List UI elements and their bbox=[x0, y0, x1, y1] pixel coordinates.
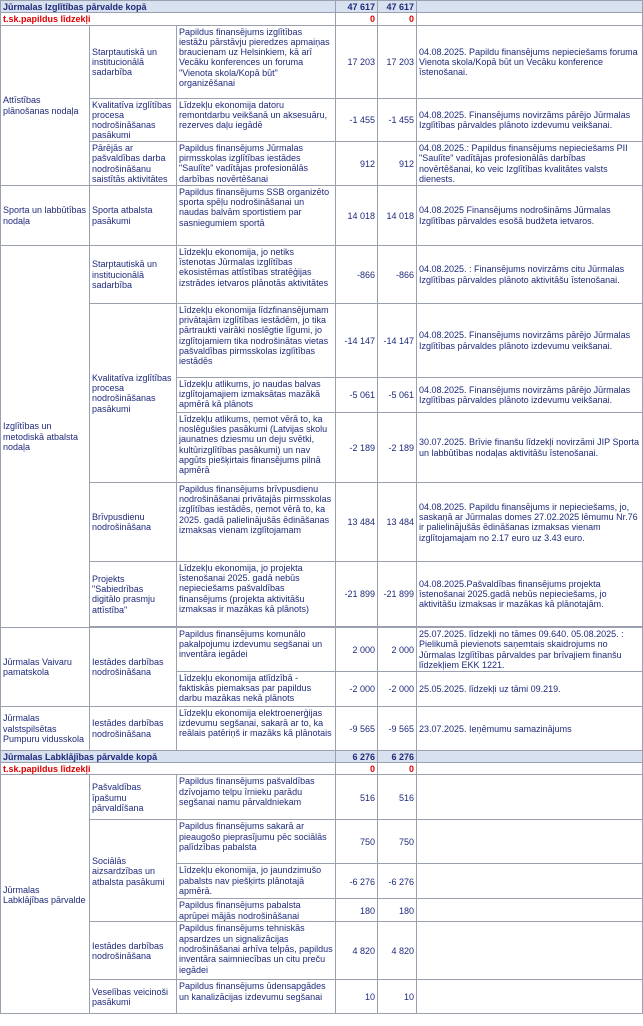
table-row bbox=[1, 185, 643, 245]
amount-cell: -14 147 bbox=[336, 303, 378, 377]
description-cell: Līdzekļu ekonomija līdzfinansējumam privātajām izglītības iestādēm, jo tika pārtraukti vairāki noslēgtie līgumi, jo izglītojamiem tika nodrošinātas vietas pašvaldības pirmsskolas izglītības iestādēs bbox=[177, 303, 336, 377]
program-cell: Pārējās ar pašvaldības darba nodrošināšanu saistītās aktivitātes bbox=[90, 141, 177, 185]
table-row bbox=[1, 706, 643, 750]
description-cell: Līdzekļu atlikums, ņemot vērā to, ka noslēgušies pasākumi (Latvijas skolu jaunatnes dziesmu un deju svētki, kultūrizglītības pasākumi) un nav apgūts piešķirtais finansējums pilnā apmērā bbox=[177, 412, 336, 482]
amount-cell: -2 000 bbox=[336, 671, 378, 706]
amount-cell: -1 455 bbox=[378, 98, 417, 141]
table-row bbox=[1, 627, 643, 671]
note-cell bbox=[417, 864, 643, 899]
description-cell: Līdzekļu ekonomija, jo projekta īstenošanai 2025. gadā nebūs nepieciešams pašvaldības finansējums (projekta aktivitāšu izmaksas ir mazākas kā plānots) bbox=[177, 561, 336, 626]
note-cell bbox=[417, 980, 643, 1014]
amount-cell: 17 203 bbox=[336, 25, 378, 98]
section-name: Jūrmalas Labklājības pārvalde bbox=[1, 775, 90, 1014]
description-cell: Papildus finansējums sakarā ar pieaugošo pieprasījumu pēc sociālās palīdzības pabalsta bbox=[177, 820, 336, 864]
program-cell: Iestādes darbības nodrošināšana bbox=[90, 922, 177, 980]
table-row bbox=[1, 980, 643, 1014]
program-cell: Pašvaldības īpašumu pārvaldīšana bbox=[90, 775, 177, 820]
amount-cell: -14 147 bbox=[378, 303, 417, 377]
section-name: Izglītības un metodiskā atbalsta nodaļa bbox=[1, 245, 90, 627]
program-cell: Iestādes darbības nodrošināšana bbox=[90, 706, 177, 750]
note-cell: 04.08.2025.: Papildus finansējums nepieciešams PII "Saulīte" vadītājas profesionālās darbības novērtēšanai, ko veic Izglītības kvalitātes valsts dienests. bbox=[417, 141, 643, 185]
group-total-value-1: 6 276 bbox=[336, 750, 378, 762]
program-cell: Veselības veicinoši pasākumi bbox=[90, 980, 177, 1014]
note-cell: 04.08.2025. Finansējums novirzāms pārējo Jūrmalas Izglītības pārvaldes plānoto izdevumu veikšanai. bbox=[417, 98, 643, 141]
section-name: Jūrmalas valstspilsētas Pumpuru vidusskola bbox=[1, 706, 90, 750]
group-total-value-1: 47 617 bbox=[336, 1, 378, 13]
group-extra-funds-label: t.sk.papildus līdzekļi bbox=[1, 13, 336, 25]
note-cell: 04.08.2025. Finansējums novirzāms pārējo Jūrmalas Izglītības pārvaldes plānoto izdevumu veikšanai. bbox=[417, 377, 643, 412]
amount-cell: -2 189 bbox=[378, 412, 417, 482]
amount-cell: -21 899 bbox=[378, 561, 417, 626]
amount-cell: -866 bbox=[378, 245, 417, 303]
table-row bbox=[1, 245, 643, 303]
amount-cell: -2 000 bbox=[378, 671, 417, 706]
table-row bbox=[1, 775, 643, 820]
description-cell: Līdzekļu ekonomija atlīdzībā - faktiskās piemaksas par papildus darbu mazākas nekā plānots bbox=[177, 671, 336, 706]
program-cell: Kvalitatīva izglītības procesa nodrošināšanas pasākumi bbox=[90, 98, 177, 141]
note-cell: 04.08.2025. Papildu finansējums nepieciešams foruma Vienota skola/Kopā būt un Vecāku konference īstenošanai. bbox=[417, 25, 643, 98]
note-cell: 25.07.2025. līdzekļi no tāmes 09.640. 05.08.2025. : Pielikumā pievienots saņemtais skaidrojums no Jūrmalas Izglītības pārvaldes par brīvajiem finanšu līdzekļiem EKK 1221. bbox=[417, 627, 643, 671]
description-cell: Līdzekļu atlikums, jo naudas balvas izglītojamajiem izmaksātas mazākā apmērā kā plānots bbox=[177, 377, 336, 412]
section-name: Jūrmalas Vaivaru pamatskola bbox=[1, 627, 90, 706]
amount-cell: 516 bbox=[336, 775, 378, 820]
note-cell bbox=[417, 899, 643, 922]
description-cell: Papildus finansējums Jūrmalas pirmsskolas izglītības iestādes "Saulīte" vadītājas profesionālās darbības novērtēšanai bbox=[177, 141, 336, 185]
amount-cell: 912 bbox=[336, 141, 378, 185]
amount-cell: -5 061 bbox=[378, 377, 417, 412]
program-cell: Brīvpusdienu nodrošināšana bbox=[90, 482, 177, 561]
note-cell: 04.08.2025.Pašvaldības finansējums projekta īstenošanai 2025.gadā nebūs nepieciešams, jo aktivitāšu izmaksas ir mazākas kā plānotajām. bbox=[417, 561, 643, 626]
note-cell: 25.05.2025. līdzekļi uz tāmi 09.219. bbox=[417, 671, 643, 706]
amount-cell: -21 899 bbox=[336, 561, 378, 626]
group-extra-funds-row bbox=[1, 13, 643, 25]
amount-cell: 180 bbox=[336, 899, 378, 922]
table-row bbox=[1, 561, 643, 626]
program-cell: Projekts "Sabiedrības digitālo prasmju attīstība" bbox=[90, 561, 177, 626]
description-cell: Papildus finansējums komunālo pakalpojumu izdevumu segšanai un inventāra iegādei bbox=[177, 627, 336, 671]
description-cell: Papildus finansējums izglītības iestāžu pārstāvju pieredzes apmaiņas braucienam uz Helsinkiem, kā arī Vecāku konferences un foruma "Vienota skola/Kopā būt" organizēšanai bbox=[177, 25, 336, 98]
group-extra-funds-value-1: 0 bbox=[336, 13, 378, 25]
description-cell: Papildus finansējums SSB organizēto sporta spēļu nodrošināšanai un naudas balvām sportistiem par sasniegumiem sportā bbox=[177, 185, 336, 245]
amount-cell: -866 bbox=[336, 245, 378, 303]
table-row bbox=[1, 98, 643, 141]
program-cell: Starptautiskā un institucionālā sadarbība bbox=[90, 25, 177, 98]
amount-cell: -5 061 bbox=[336, 377, 378, 412]
group-extra-funds-value-1: 0 bbox=[336, 763, 378, 775]
amount-cell: 2 000 bbox=[378, 627, 417, 671]
table-row bbox=[1, 482, 643, 561]
description-cell: Līdzekļu ekonomija elektroenerģijas izdevumu segšanai, sakarā ar to, ka reālais patēriņš ir mazāks kā plānotais bbox=[177, 706, 336, 750]
amount-cell: 2 000 bbox=[336, 627, 378, 671]
note-cell: 04.08.2025. : Finansējums novirzāms citu Jūrmalas Izglītības pārvaldes plānoto aktivitāšu īstenošanai. bbox=[417, 245, 643, 303]
amount-cell: -2 189 bbox=[336, 412, 378, 482]
description-cell: Līdzekļu ekonomija, jo netiks īstenotas Jūrmalas izglītības ekosistēmas attīstības stratēģijas izstrādes ietvaros plānotās aktivitātes bbox=[177, 245, 336, 303]
group-extra-funds-value-2: 0 bbox=[378, 13, 417, 25]
amount-cell: -1 455 bbox=[336, 98, 378, 141]
note-cell bbox=[417, 775, 643, 820]
amount-cell: 14 018 bbox=[378, 185, 417, 245]
amount-cell: 10 bbox=[336, 980, 378, 1014]
table-row bbox=[1, 922, 643, 980]
table-row bbox=[1, 25, 643, 98]
program-cell: Sporta atbalsta pasākumi bbox=[90, 185, 177, 245]
note-cell: 23.07.2025. Ieņēmumu samazinājums bbox=[417, 706, 643, 750]
amount-cell: 750 bbox=[336, 820, 378, 864]
amount-cell: 750 bbox=[378, 820, 417, 864]
program-cell: Kvalitatīva izglītības procesa nodrošināšanas pasākumi bbox=[90, 303, 177, 482]
group-total-row bbox=[1, 750, 643, 762]
section-name: Sporta un labbūtības nodaļa bbox=[1, 185, 90, 245]
amount-cell: 4 820 bbox=[378, 922, 417, 980]
amount-cell: 17 203 bbox=[378, 25, 417, 98]
amount-cell: -9 565 bbox=[336, 706, 378, 750]
amount-cell: 4 820 bbox=[336, 922, 378, 980]
group-total-label: Jūrmalas Labklājības pārvalde kopā bbox=[1, 750, 336, 762]
description-cell: Papildus finansējums pašvaldības dzīvojamo telpu īrnieku parādu segšanai namu pārvaldniekam bbox=[177, 775, 336, 820]
amount-cell: -6 276 bbox=[378, 864, 417, 899]
group-total-row bbox=[1, 1, 643, 13]
program-cell: Iestādes darbības nodrošināšana bbox=[90, 627, 177, 706]
amount-cell: 14 018 bbox=[336, 185, 378, 245]
description-cell: Līdzekļu ekonomija datoru remontdarbu veikšanā un aksesuāru, rezerves daļu iegādē bbox=[177, 98, 336, 141]
amount-cell: -6 276 bbox=[336, 864, 378, 899]
note-cell: 04.08.2025 Finansējums nodrošināms Jūrmalas Izglītības pārvaldes esošā budžeta ietvaros. bbox=[417, 185, 643, 245]
description-cell: Papildus finansējums pabalsta aprūpei mājās nodrošināšanai bbox=[177, 899, 336, 922]
description-cell: Līdzekļu ekonomija, jo jaundzimušo pabalsts nav piešķirts plānotajā apmērā. bbox=[177, 864, 336, 899]
group-total-label: Jūrmalas Izglītības pārvalde kopā bbox=[1, 1, 336, 13]
description-cell: Papildus finansējums ūdensapgādes un kanalizācijas izdevumu segšanai bbox=[177, 980, 336, 1014]
amount-cell: -9 565 bbox=[378, 706, 417, 750]
group-extra-funds-value-2: 0 bbox=[378, 763, 417, 775]
amount-cell: 13 484 bbox=[336, 482, 378, 561]
group-total-value-2: 47 617 bbox=[378, 1, 417, 13]
amount-cell: 912 bbox=[378, 141, 417, 185]
table-row bbox=[1, 141, 643, 185]
note-cell: 30.07.2025. Brīvie finanšu līdzekļi novirzāmi JIP Sporta un labbūtības nodaļas aktivitāšu īstenošanai. bbox=[417, 412, 643, 482]
note-cell bbox=[417, 820, 643, 864]
table-row bbox=[1, 303, 643, 377]
group-extra-funds-label: t.sk.papildus līdzekļi bbox=[1, 763, 336, 775]
description-cell: Papildus finansējums brīvpusdienu nodrošināšanai privātajās pirmsskolas izglītības iestādēs, ņemot vērā to, ka 2025. gadā palielinājušās ēdināšanas izmaksas vienam izglītojamam bbox=[177, 482, 336, 561]
note-cell: 04.08.2025. Finansējums novirzāms pārējo Jūrmalas Izglītības pārvaldes plānoto izdevumu veikšanai. bbox=[417, 303, 643, 377]
program-cell: Starptautiskā un institucionālā sadarbība bbox=[90, 245, 177, 303]
group-extra-funds-row bbox=[1, 763, 643, 775]
amount-cell: 13 484 bbox=[378, 482, 417, 561]
section-name: Attīstības plānošanas nodaļa bbox=[1, 25, 90, 185]
group-total-value-2: 6 276 bbox=[378, 750, 417, 762]
description-cell: Papildus finansējums tehniskās apsardzes un signalizācijas nodrošināšanai arhīva telpās, papildus inventāra saimniecības un citu preču iegādei bbox=[177, 922, 336, 980]
amount-cell: 516 bbox=[378, 775, 417, 820]
note-cell: 04.08.2025. Papildu finansējums ir nepieciešams, jo, saskaņā ar Jūrmalas domes 27.02.2025 lēmumu Nr.76 ir palielinājušās ēdināšanas izmaksas vienam izglītojamajam no 2.17 euro uz 3.43 euro. bbox=[417, 482, 643, 561]
amount-cell: 10 bbox=[378, 980, 417, 1014]
program-cell: Sociālās aizsardzības un atbalsta pasākumi bbox=[90, 820, 177, 922]
note-cell bbox=[417, 922, 643, 980]
table-row bbox=[1, 820, 643, 864]
amount-cell: 180 bbox=[378, 899, 417, 922]
